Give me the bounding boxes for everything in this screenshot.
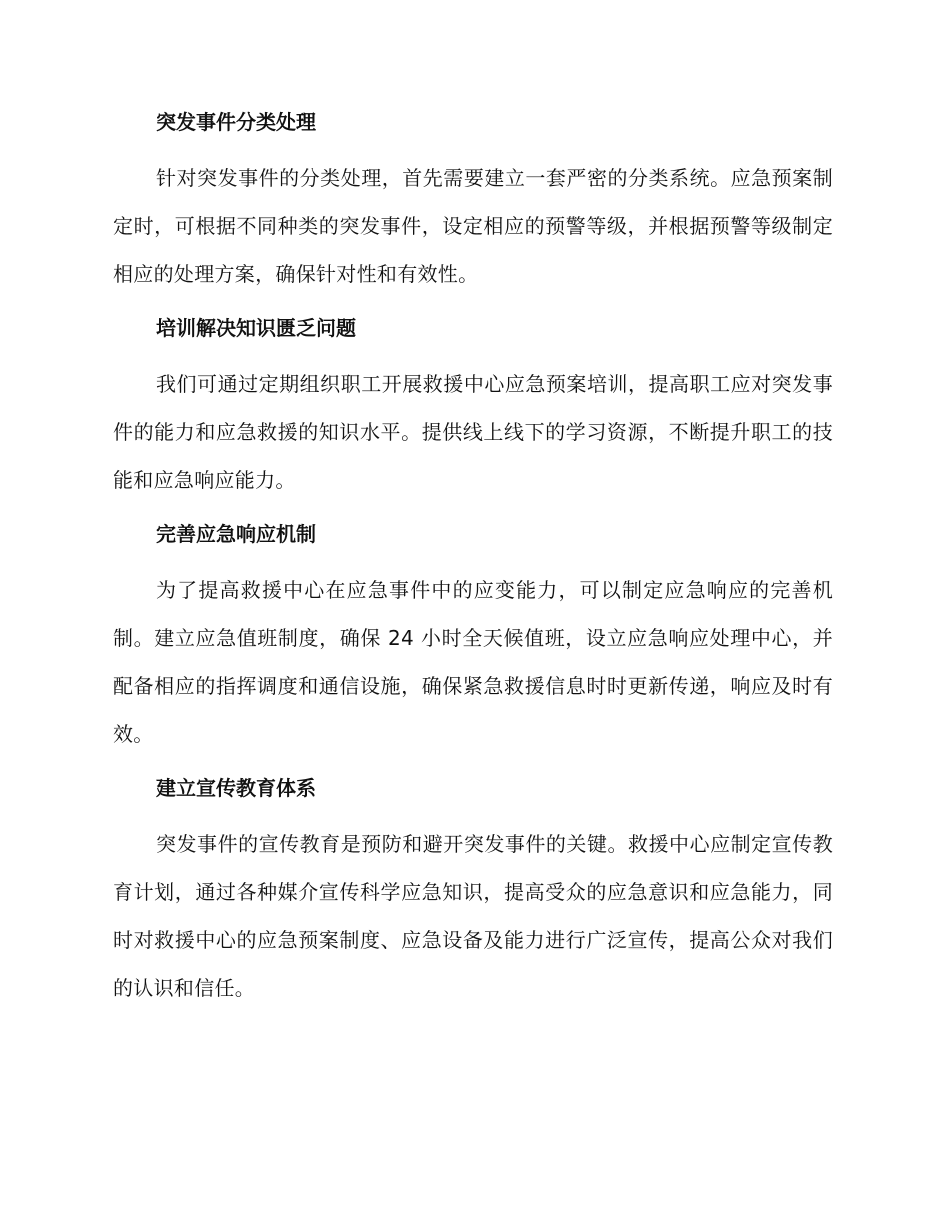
section-heading-training: 培训解决知识匮乏问题	[156, 316, 356, 340]
section-body-classification: 针对突发事件的分类处理，首先需要建立一套严密的分类系统。应急预案制定时，可根据不同种类的突发事件，设定相应的预警等级，并根据预警等级制定相应的处理方案，确保针对性和有效性。	[113, 166, 833, 286]
section-heading-classification: 突发事件分类处理	[156, 110, 316, 134]
section-heading-response-mechanism: 完善应急响应机制	[156, 522, 316, 546]
spacer	[113, 758, 833, 774]
section-body-publicity: 突发事件的宣传教育是预防和避开突发事件的关键。救援中心应制定宣传教育计划，通过各种媒介宣传科学应急知识，提高受众的应急意识和应急能力，同时对救援中心的应急预案制度、应急设备及能力进行广泛宣传，提高公众对我们的认识和信任。	[113, 832, 833, 1000]
spacer	[113, 298, 833, 314]
document-page	[113, 108, 833, 1012]
spacer	[113, 504, 833, 520]
section-heading-publicity: 建立宣传教育体系	[156, 776, 316, 800]
spacer	[113, 342, 833, 360]
spacer	[113, 548, 833, 566]
spacer	[113, 802, 833, 820]
section-body-training: 我们可通过定期组织职工开展救援中心应急预案培训，提高职工应对突发事件的能力和应急救援的知识水平。提供线上线下的学习资源，不断提升职工的技能和应急响应能力。	[113, 372, 833, 492]
section-body-response-mechanism: 为了提高救援中心在应急事件中的应变能力，可以制定应急响应的完善机制。建立应急值班制度，确保 24 小时全天候值班，设立应急响应处理中心，并配备相应的指挥调度和通信设施，确保紧急救援信息时时更新传递，响应及时有效。	[113, 578, 833, 746]
spacer	[113, 136, 833, 154]
